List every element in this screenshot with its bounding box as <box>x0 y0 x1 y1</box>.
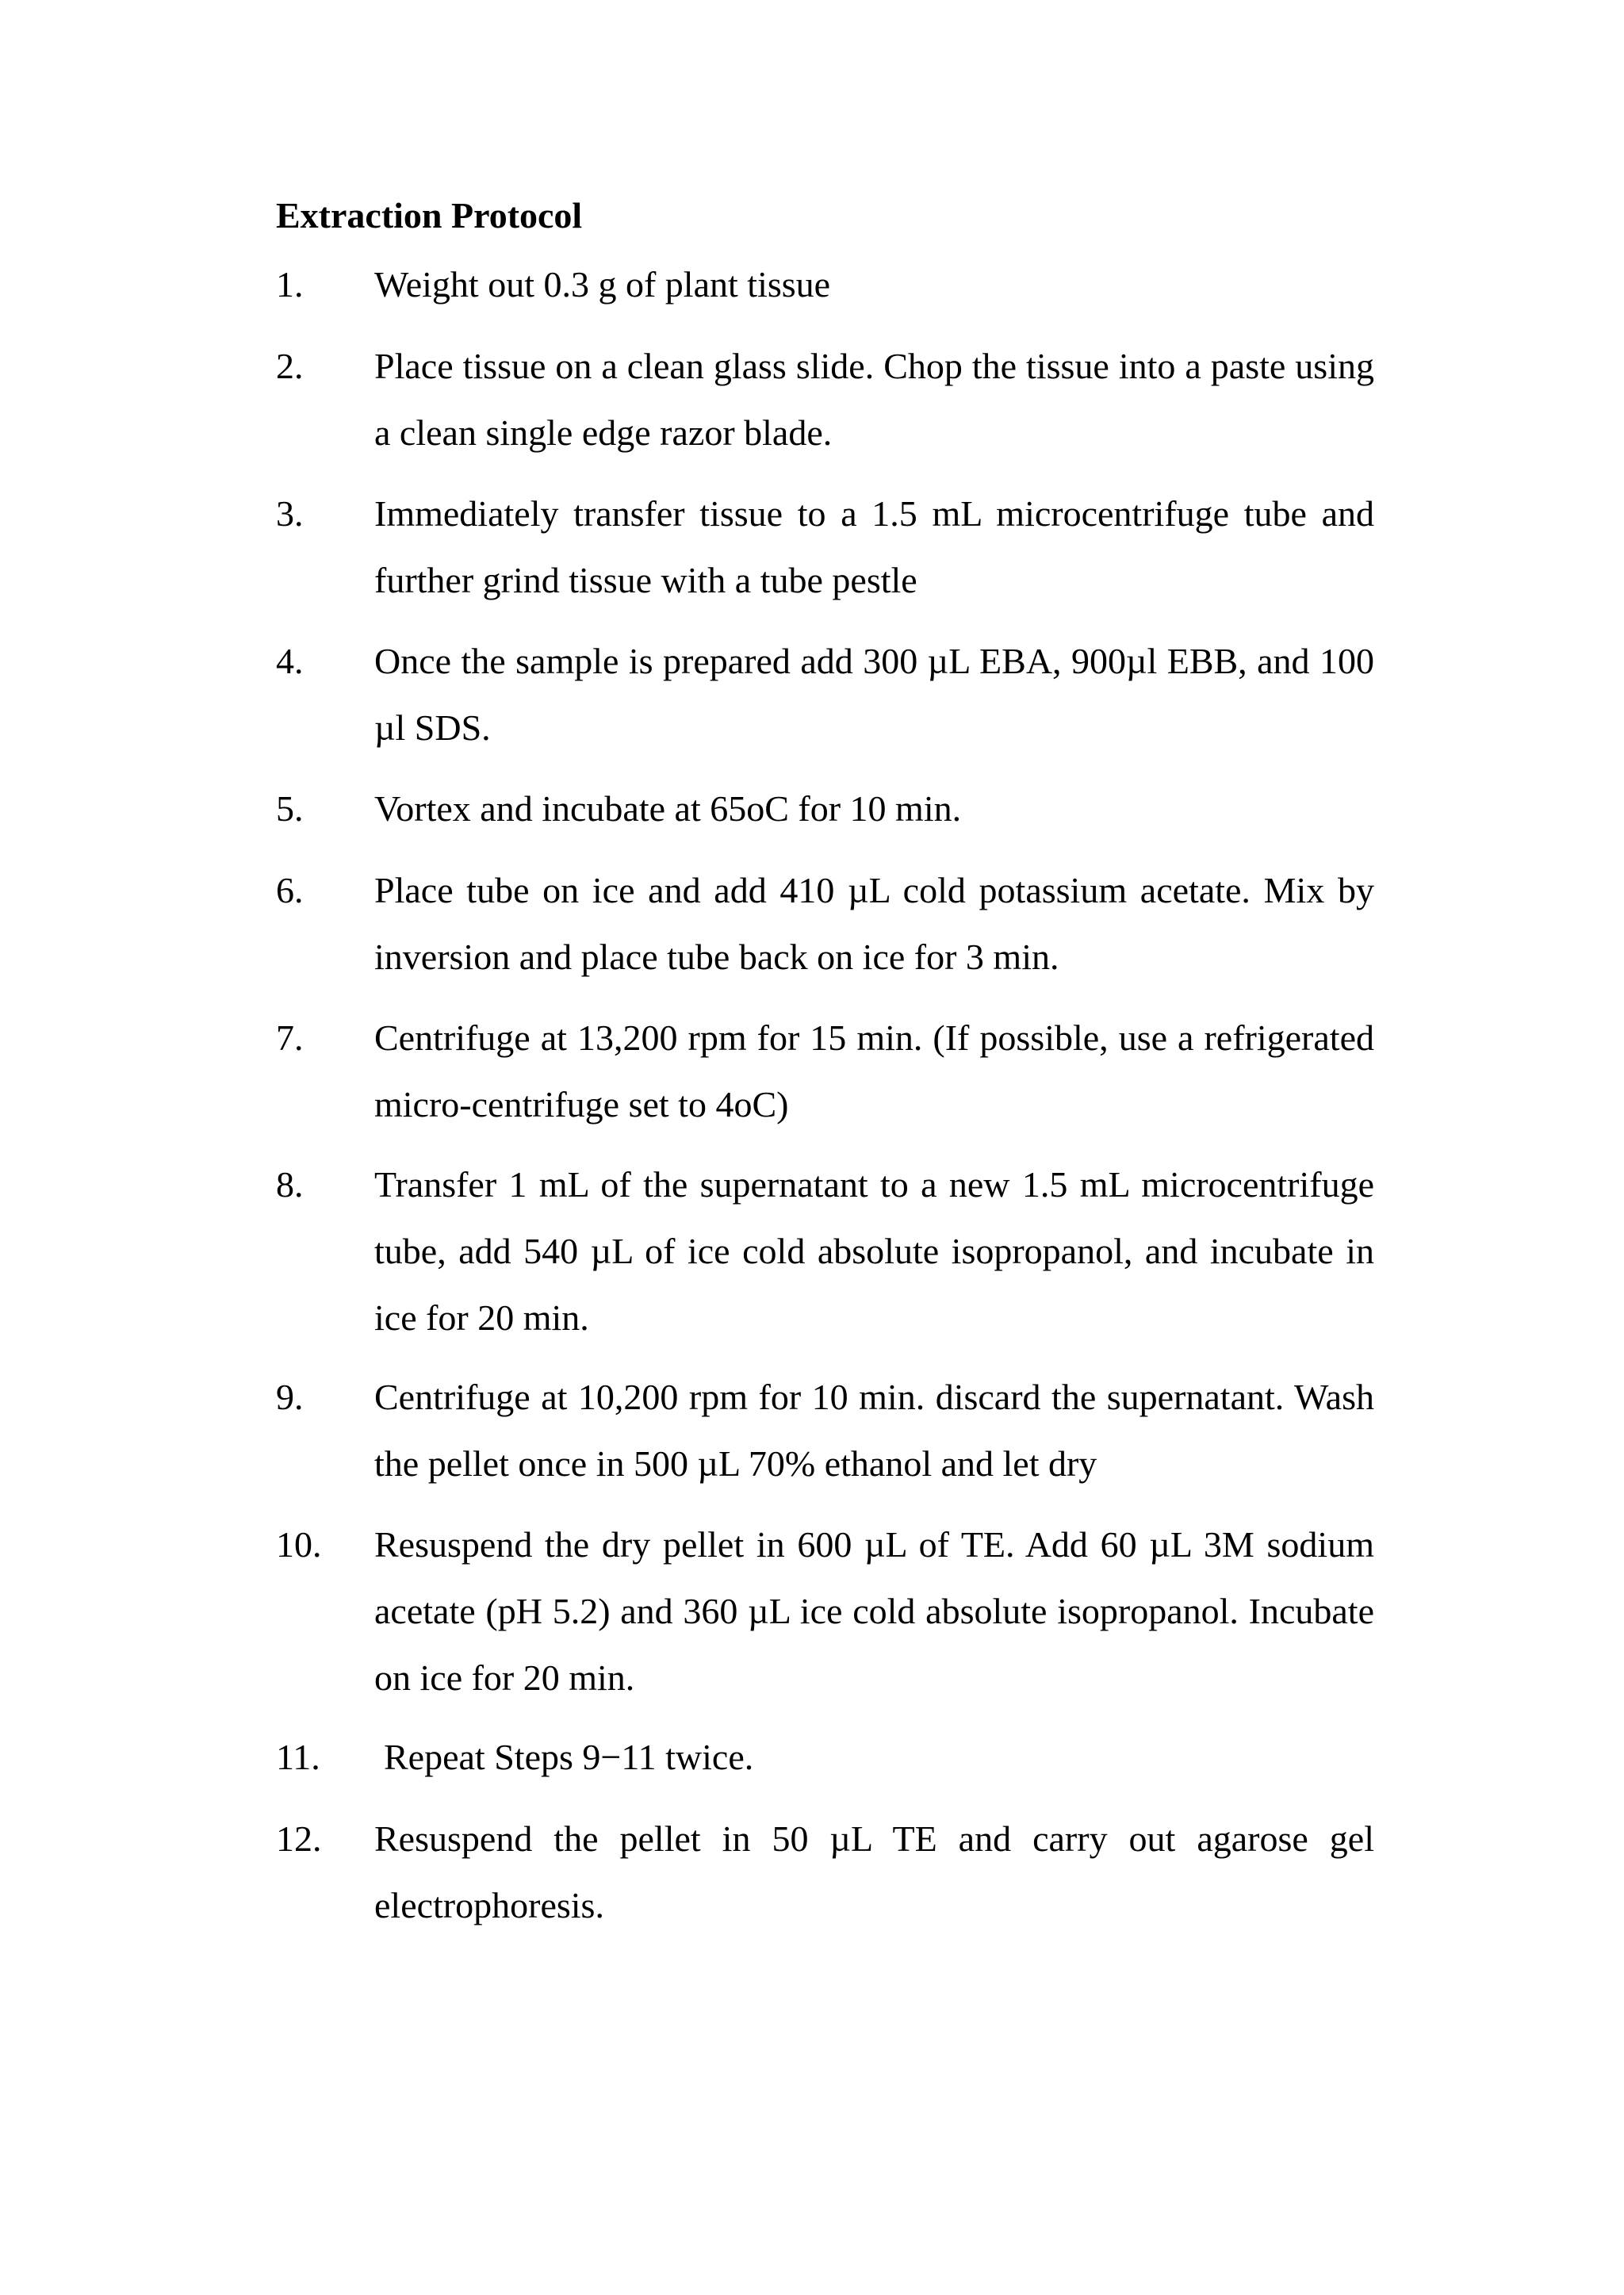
step-number: 11. <box>276 1737 320 1777</box>
step-number: 2. <box>276 346 304 386</box>
step-text: Immediately transfer tissue to a 1.5 mL microcentrifuge tube and further grind tissue with a tube pestle <box>374 493 1374 600</box>
step-text: Resuspend the dry pellet in 600 µL of TE. Add 60 µL 3M sodium acetate (pH 5.2) and 360 µL ice cold absolute isopropanol. Incubate on ice for 20 min. <box>374 1524 1374 1698</box>
document-title: Extraction Protocol <box>276 195 583 236</box>
step-number: 10. <box>276 1524 322 1565</box>
step-number: 6. <box>276 870 304 910</box>
step-number: 12. <box>276 1818 322 1859</box>
step-number: 4. <box>276 641 304 681</box>
step-text: Repeat Steps 9−11 twice. <box>384 1737 754 1777</box>
step-number: 7. <box>276 1017 304 1058</box>
step-text: Centrifuge at 13,200 rpm for 15 min. (If possible, use a refrigerated micro-centrifuge set to 4oC) <box>374 1017 1374 1125</box>
step-number: 9. <box>276 1377 304 1417</box>
step-number: 5. <box>276 788 304 829</box>
step-text: Place tube on ice and add 410 µL cold potassium acetate. Mix by inversion and place tube back on ice for 3 min. <box>374 870 1374 977</box>
step-text: Transfer 1 mL of the supernatant to a new 1.5 mL microcentrifuge tube, add 540 µL of ice cold absolute isopropanol, and incubate in ice for 20 min. <box>374 1164 1374 1338</box>
step-text: Centrifuge at 10,200 rpm for 10 min. discard the supernatant. Wash the pellet once in 500 µL 70% ethanol and let dry <box>374 1377 1374 1484</box>
step-text: Once the sample is prepared add 300 µL EBA, 900µl EBB, and 100 µl SDS. <box>374 641 1374 748</box>
step-text: Weight out 0.3 g of plant tissue <box>374 264 831 305</box>
step-number: 8. <box>276 1164 304 1205</box>
step-text: Resuspend the pellet in 50 µL TE and carry out agarose gel electrophoresis. <box>374 1818 1374 1925</box>
step-number: 3. <box>276 493 304 534</box>
step-number: 1. <box>276 264 304 305</box>
step-text: Place tissue on a clean glass slide. Chop the tissue into a paste using a clean single edge razor blade. <box>374 346 1374 453</box>
step-text: Vortex and incubate at 65oC for 10 min. <box>374 788 962 829</box>
